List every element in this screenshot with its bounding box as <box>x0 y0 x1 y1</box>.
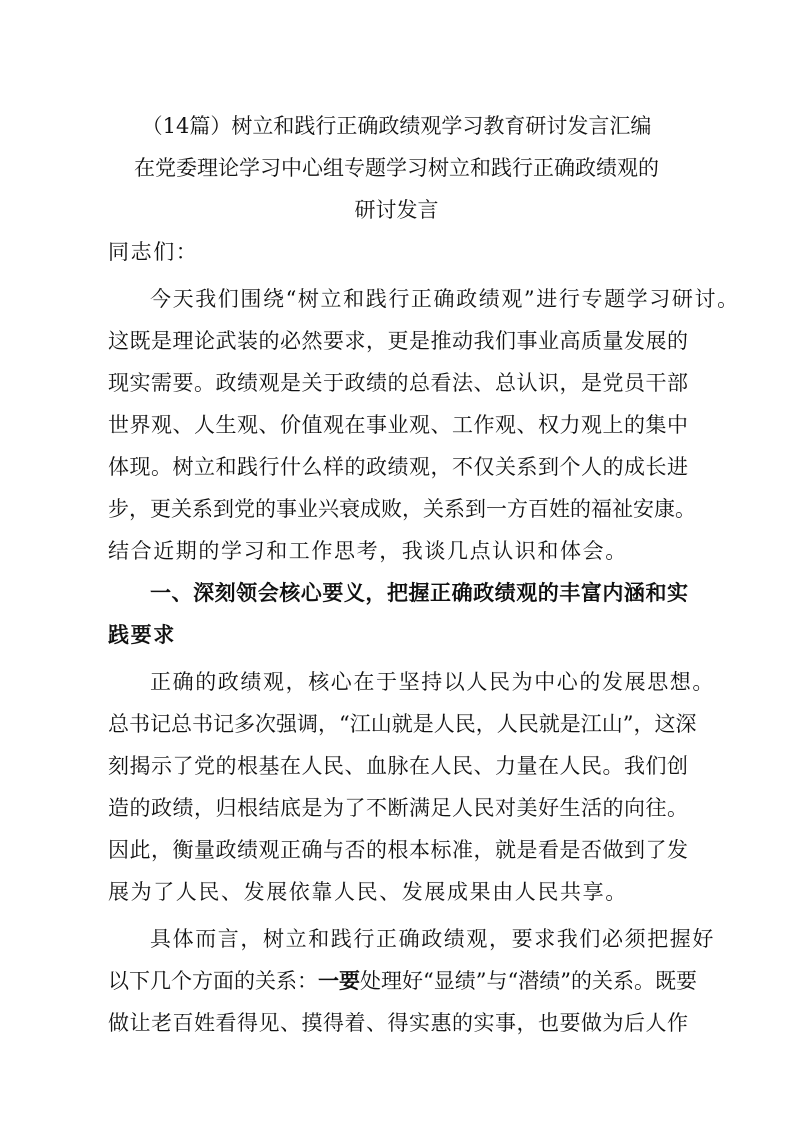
section-heading-line-1: 一、深刻领会核心要义，把握正确政绩观的丰富内涵和实 <box>150 580 688 605</box>
paragraph-line: 这既是理论武装的必然要求，更是推动我们事业高质量发展的 <box>108 329 688 353</box>
paragraph-line: 世界观、人生观、价值观在事业观、工作观、权力观上的集中 <box>108 413 688 437</box>
paragraph-line: 刻揭示了党的根基在人民、血脉在人民、力量在人民。我们创 <box>108 754 688 778</box>
paragraph-line: 造的政绩，归根结底是为了不断满足人民对美好生活的向往。 <box>108 796 688 820</box>
emphasis-text: 一要 <box>318 968 360 993</box>
paragraph-line: 现实需要。政绩观是关于政绩的总看法、总认识，是党员干部 <box>108 371 688 395</box>
document-subtitle-line-1: 在党委理论学习中心组专题学习树立和践行正确政绩观的 <box>134 156 659 180</box>
salutation: 同志们： <box>108 240 199 264</box>
paragraph-line: 展为了人民、发展依靠人民、发展成果由人民共享。 <box>108 880 628 904</box>
paragraph-line: 具体而言，树立和践行正确政绩观，要求我们必须把握好 <box>150 927 715 951</box>
paragraph-text: 处理好“显绩”与“潜绩”的关系。既要 <box>360 969 697 993</box>
paragraph-line: 正确的政绩观，核心在于坚持以人民为中心的发展思想。 <box>150 670 715 694</box>
paragraph-line-mixed <box>108 966 697 996</box>
section-heading-line-2: 践要求 <box>108 622 176 647</box>
paragraph-line: 因此，衡量政绩观正确与否的根本标准，就是看是否做到了发 <box>108 838 688 862</box>
paragraph-line: 总书记总书记多次强调，“江山就是人民，人民就是江山”，这深 <box>108 712 697 736</box>
document-title: （14篇）树立和践行正确政绩观学习教育研讨发言汇编 <box>141 114 652 138</box>
paragraph-line: 做让老百姓看得见、摸得着、得实惠的实事，也要做为后人作 <box>108 1011 688 1035</box>
paragraph-line: 今天我们围绕“树立和践行正确政绩观”进行专题学习研讨。 <box>150 287 740 311</box>
paragraph-line: 结合近期的学习和工作思考，我谈几点认识和体会。 <box>108 539 628 563</box>
paragraph-text: 以下几个方面的关系： <box>108 969 318 993</box>
document-subtitle-line-2: 研讨发言 <box>354 198 439 222</box>
paragraph-line: 步，更关系到党的事业兴衰成败，关系到一方百姓的福祉安康。 <box>108 497 696 521</box>
paragraph-line: 体现。树立和践行什么样的政绩观，不仅关系到个人的成长进 <box>108 455 688 479</box>
